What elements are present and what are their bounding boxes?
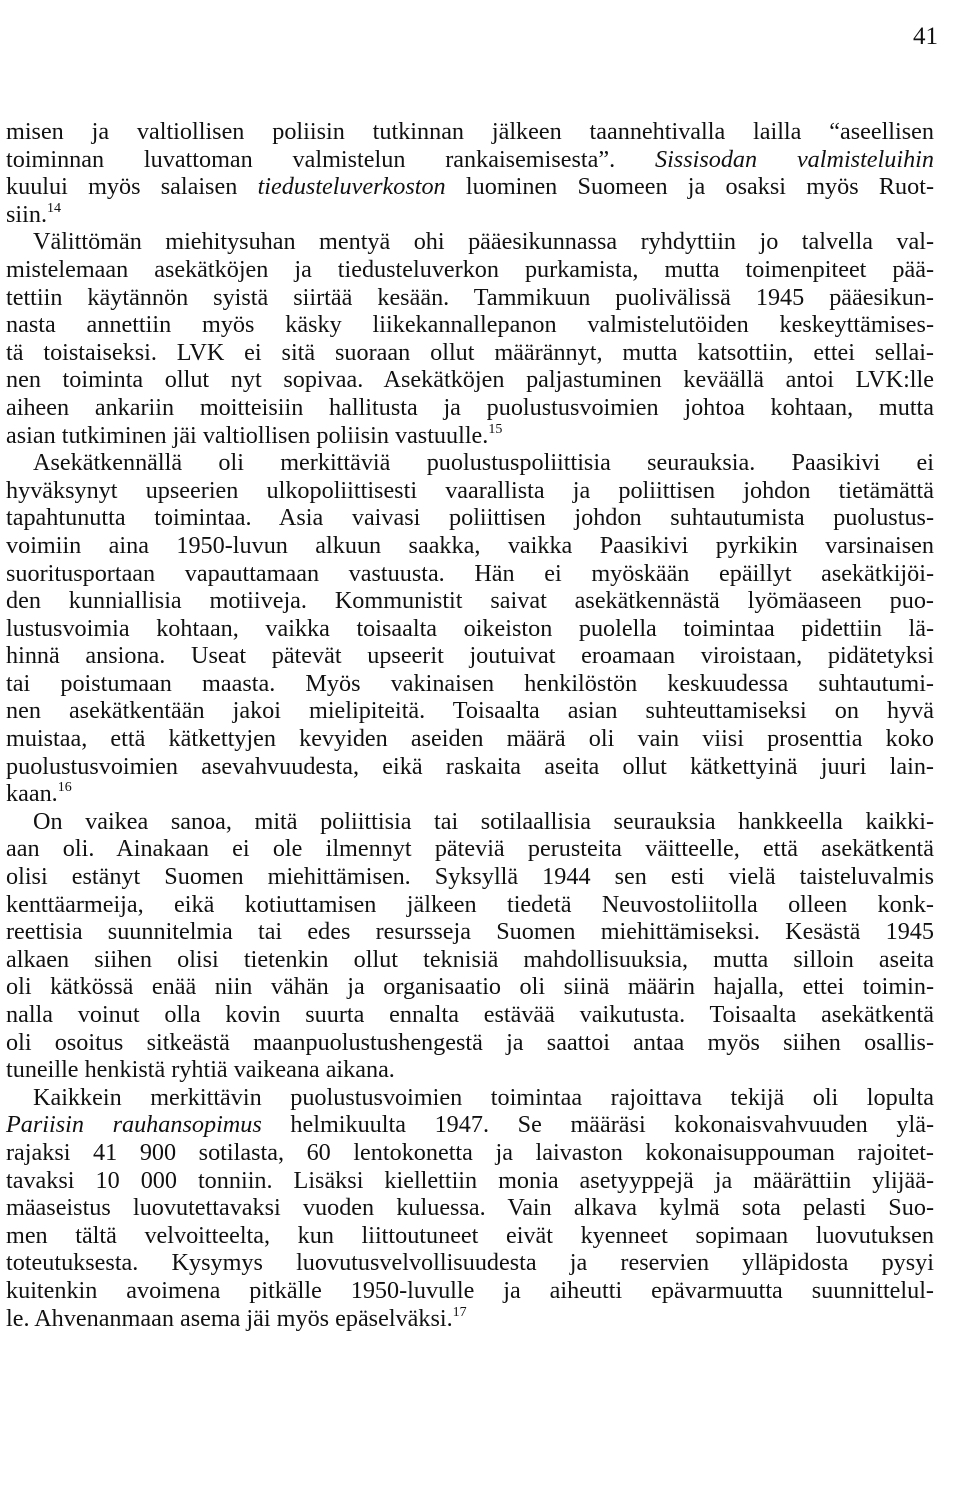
- text-line: [6, 422, 934, 450]
- text-line: [6, 946, 934, 974]
- text-segment: tettiin käytännön syistä siirtää kesään. Tammikuun puolivälissä 1945 pääesikun-: [6, 283, 934, 311]
- text-line: [6, 1305, 934, 1333]
- text-segment: nasta annettiin myös käsky liikekannallepanon valmistelutöiden keskeyttämises-: [6, 311, 934, 339]
- text-line: [6, 256, 934, 284]
- text-segment: toiminnan luvattoman valmistelun rankaisemisesta”.: [6, 145, 655, 173]
- text-line: [6, 173, 934, 201]
- text-segment: Asekätkennällä oli merkittäviä puolustuspoliittisia seurauksia. Paasikivi ei: [33, 449, 934, 477]
- text-line: [6, 1001, 934, 1029]
- text-segment: siin.: [6, 200, 47, 228]
- body-text: [6, 118, 934, 1332]
- text-segment: nen asekätkentään jakoi mielipiteitä. Toisaalta asian suhteuttamiseksi on hyvä: [6, 697, 934, 725]
- text-line: [6, 1029, 934, 1057]
- text-line: [6, 560, 934, 588]
- text-line: [6, 1277, 934, 1305]
- text-line: [6, 1249, 934, 1277]
- text-segment: kenttäarmeija, eikä kotiuttamisen jälkeen tiedetä Neuvostoliitolla olleen konk-: [6, 890, 934, 918]
- text-line: [6, 228, 934, 256]
- text-line: [6, 1084, 934, 1112]
- text-line: [6, 1056, 934, 1084]
- text-line: [6, 615, 934, 643]
- text-line: [6, 477, 934, 505]
- text-segment: asian tutkiminen jäi valtiollisen poliisin vastuulle.: [6, 421, 489, 449]
- text-line: [6, 670, 934, 698]
- text-segment: tä toistaiseksi. LVK ei sitä suoraan ollut määrännyt, mutta katsottiin, ettei sellai-: [6, 338, 934, 366]
- text-segment: luominen Suomeen ja osaksi myös Ruot-: [445, 173, 934, 201]
- text-line: [6, 1194, 934, 1222]
- text-line: [6, 835, 934, 863]
- text-segment: Kaikkein merkittävin puolustusvoimien toimintaa rajoittava tekijä oli lopulta: [33, 1083, 934, 1111]
- text-line: [6, 1111, 934, 1139]
- text-segment: On vaikea sanoa, mitä poliittisia tai sotilaallisia seurauksia hankkeella kaikki-: [33, 807, 934, 835]
- text-line: [6, 642, 934, 670]
- text-line: [6, 201, 934, 229]
- text-line: [6, 339, 934, 367]
- text-line: [6, 697, 934, 725]
- text-segment: oli kätkössä enää niin vähän ja organisaatio oli siinä määrin hajalla, ettei toimin-: [6, 973, 934, 1001]
- text-segment: rajaksi 41 900 sotilasta, 60 lentokonetta ja laivaston kokonaisuppouman rajoitet-: [6, 1138, 934, 1166]
- italic-text: tiedusteluverkoston: [257, 173, 446, 201]
- text-segment: oli osoitus sitkeästä maanpuolustushengestä ja saattoi antaa myös siihen osallis-: [6, 1028, 934, 1056]
- text-line: [6, 284, 934, 312]
- italic-text: Sissisodan valmisteluihin: [654, 145, 934, 173]
- text-segment: mistelemaan asekätköjen ja tiedusteluverkon purkamista, mutta toimenpiteet pää-: [6, 255, 934, 283]
- text-line: [6, 918, 934, 946]
- text-line: [6, 780, 934, 808]
- text-segment: kuitenkin avoimena pitkälle 1950-luvulle ja aiheutti epävarmuutta suunnittelul-: [6, 1276, 934, 1304]
- text-segment: lustusvoimia kohtaan, vaikka toisaalta oikeiston puolella toimintaa pidettiin lä-: [6, 614, 934, 642]
- text-segment: den kunniallisia motiiveja. Kommunistit saivat asekätkennästä lyömäaseen puo-: [6, 587, 934, 615]
- text-line: [6, 753, 934, 781]
- text-line: [6, 504, 934, 532]
- text-segment: aan oli. Ainakaan ei ole ilmennyt päteviä perusteita väitteelle, että asekätkentä: [6, 835, 934, 863]
- text-segment: misen ja valtiollisen poliisin tutkinnan jälkeen taannehtivalla lailla “aseellisen: [6, 118, 934, 145]
- footnote-marker: 14: [47, 200, 61, 216]
- text-line: [6, 891, 934, 919]
- text-segment: olisi estänyt Suomen miehittämisen. Syksyllä 1944 sen esti vielä taisteluvalmis: [6, 863, 934, 891]
- text-segment: muistaa, että kätkettyjen kevyiden aseiden määrä oli vain viisi prosenttia koko: [6, 725, 934, 753]
- text-line: [6, 449, 934, 477]
- text-segment: kaan.: [6, 780, 58, 808]
- text-line: [6, 808, 934, 836]
- text-line: [6, 725, 934, 753]
- text-line: [6, 311, 934, 339]
- text-segment: toteutuksesta. Kysymys luovutusvelvollisuudesta ja reservien ylläpidosta pysyi: [6, 1249, 934, 1277]
- text-line: [6, 1139, 934, 1167]
- text-segment: helmikuulta 1947. Se määräsi kokonaisvahvuuden ylä-: [261, 1111, 934, 1139]
- text-segment: le. Ahvenanmaan asema jäi myös epäselväksi.: [6, 1304, 453, 1332]
- footnote-marker: 16: [57, 780, 72, 796]
- text-line: [6, 1222, 934, 1250]
- text-line: [6, 973, 934, 1001]
- text-segment: mäaseistus luovutettavaksi vuoden kuluessa. Vain alkava kylmä sota pelasti Suo-: [6, 1194, 934, 1222]
- text-segment: kuului myös salaisen: [6, 173, 258, 201]
- text-line: [6, 587, 934, 615]
- footnote-marker: 15: [488, 421, 503, 437]
- footnote-marker: 17: [452, 1304, 467, 1320]
- text-line: [6, 118, 934, 146]
- text-segment: tapahtunutta toimintaa. Asia vaivasi poliittisen johdon suhtautumista puolustus-: [6, 504, 934, 532]
- text-line: [6, 863, 934, 891]
- text-segment: voimiin aina 1950-luvun alkuun saakka, vaikka Paasikivi pyrkikin varsinaisen: [6, 531, 934, 559]
- text-line: [6, 146, 934, 174]
- page-number: 41: [913, 23, 938, 50]
- text-segment: men tältä velvoitteelta, kun liittoutuneet eivät kyenneet sopimaan luovutuksen: [6, 1221, 934, 1249]
- text-segment: tavaksi 10 000 tonniin. Lisäksi kiellettiin monia asetyyppejä ja määrättiin ylijää-: [6, 1166, 934, 1194]
- text-segment: nalla voinut olla kovin suurta ennalta estävää vaikutusta. Toisaalta asekätkentä: [6, 1001, 934, 1028]
- text-line: [6, 532, 934, 560]
- text-segment: alkaen siihen olisi tietenkin ollut teknisiä mahdollisuuksia, mutta silloin aseita: [6, 945, 934, 973]
- text-segment: suoritusportaan vapauttamaan vastuusta. Hän ei myöskään epäillyt asekätkijöi-: [6, 559, 934, 587]
- text-segment: aiheen ankariin moitteisiin hallitusta ja puolustusvoimien johtoa kohtaan, mutta: [6, 393, 934, 421]
- text-segment: tai poistumaan maasta. Myös vakinaisen henkilöstön keskuudessa suhtautumi-: [6, 669, 934, 697]
- text-segment: tuneille henkistä ryhtiä vaikeana aikana.: [6, 1056, 395, 1084]
- text-segment: nen toiminta ollut nyt sopivaa. Asekätköjen paljastuminen keväällä antoi LVK:lle: [6, 366, 934, 394]
- text-segment: hinnä ansiona. Useat pätevät upseerit joutuivat eroamaan viroistaan, pidätetyksi: [6, 642, 934, 670]
- text-line: [6, 1167, 934, 1195]
- text-segment: puolustusvoimien asevahvuudesta, eikä raskaita aseita ollut kätkettyinä juuri lain-: [6, 752, 934, 780]
- text-segment: reettisia suunnitelmia tai edes resursseja Suomen miehittämiseksi. Kesästä 1945: [6, 918, 934, 946]
- text-line: [6, 366, 934, 394]
- text-segment: Välittömän miehitysuhan mentyä ohi pääesikunnassa ryhdyttiin jo talvella val-: [33, 228, 934, 256]
- text-segment: hyväksynyt upseerien ulkopoliittisesti vaarallista ja poliittisen johdon tietämättä: [6, 476, 934, 504]
- text-line: [6, 394, 934, 422]
- italic-text: Pariisin rauhansopimus: [6, 1111, 262, 1139]
